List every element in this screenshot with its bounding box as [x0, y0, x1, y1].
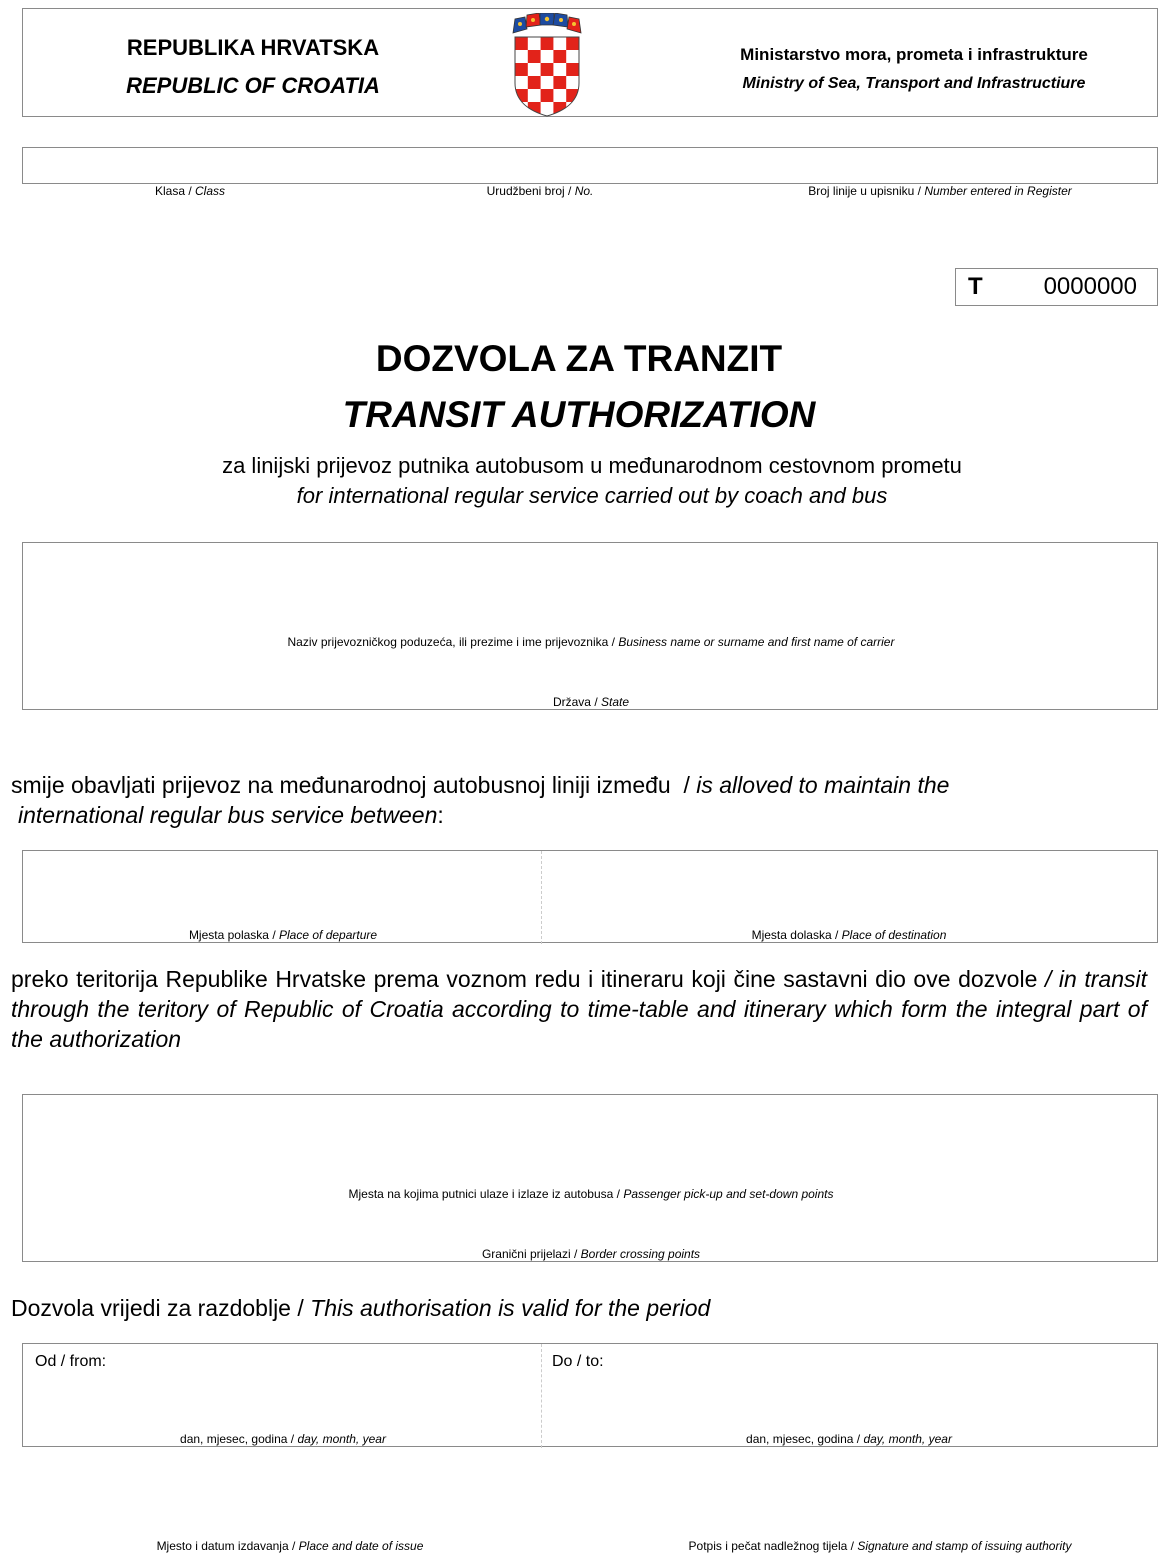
- ministry-name-en: Ministry of Sea, Transport and Infrastructiure: [742, 75, 1086, 92]
- pickup-points-label: Mjesta na kojima putnici ulaze i izlaze iz autobusa / Passenger pick-up and set-down points: [348, 1187, 834, 1201]
- route-divider: [541, 851, 542, 944]
- ministry-name-hr: Ministarstvo mora, prometa i infrastrukture: [740, 45, 1088, 64]
- register-number-label: Broj linije u upisniku / Number entered in Register: [808, 184, 1072, 198]
- serial-prefix: T: [968, 273, 983, 300]
- croatian-coat-of-arms-icon: [509, 13, 585, 117]
- route-field[interactable]: [22, 850, 1158, 943]
- title-hr: DOZVOLA ZA TRANZIT: [375, 338, 783, 379]
- destination-label: Mjesta dolaska / Place of destination: [751, 928, 947, 942]
- ministry-block: [659, 45, 1169, 93]
- service-text-line2: international regular bus service between:: [18, 802, 444, 828]
- carrier-name-label: Naziv prijevozničkog poduzeća, ili prezime i ime prijevoznika / Business name or surname and first name of carrier: [287, 635, 895, 649]
- border-crossing-label: Granični prijelazi / Border crossing points: [481, 1247, 701, 1261]
- carrier-field[interactable]: [22, 542, 1158, 710]
- place-date-issue-label: Mjesto i datum izdavanja / Place and date of issue: [156, 1539, 424, 1553]
- country-name-en: REPUBLIC OF CROATIA: [126, 73, 380, 98]
- register-field[interactable]: [22, 147, 1158, 184]
- title-en: TRANSIT AUTHORIZATION: [342, 394, 816, 435]
- validity-text: Dozvola vrijedi za razdoblje / This authorisation is valid for the period: [11, 1295, 711, 1321]
- signature-stamp-label: Potpis i pečat nadležnog tijela / Signature and stamp of issuing authority: [688, 1539, 1072, 1553]
- class-label: Klasa / Class: [154, 184, 226, 198]
- from-label: Od / from:: [35, 1353, 107, 1370]
- to-label: Do / to:: [552, 1353, 604, 1370]
- number-label: Urudžbeni broj / No.: [486, 184, 594, 198]
- from-date-format-label: dan, mjesec, godina / day, month, year: [180, 1432, 386, 1446]
- subtitle-en: for international regular service carried out by coach and bus: [296, 483, 888, 508]
- state-label: Država / State: [552, 695, 630, 709]
- country-name-hr: REPUBLIKA HRVATSKA: [126, 35, 380, 60]
- to-date-format-label: dan, mjesec, godina / day, month, year: [746, 1432, 952, 1446]
- stops-field[interactable]: [22, 1094, 1158, 1262]
- serial-number-box: [955, 268, 1158, 306]
- validity-period-field[interactable]: [22, 1343, 1158, 1447]
- service-text-line1: smije obavljati prijevoz na međunarodnoj autobusnoj liniji između / is alloved to maintain the: [11, 772, 950, 798]
- period-divider: [541, 1344, 542, 1448]
- document-header: [22, 8, 1158, 117]
- departure-label: Mjesta polaska / Place of departure: [188, 928, 378, 942]
- serial-number: 0000000: [1043, 273, 1137, 300]
- subtitle-hr: za linijski prijevoz putnika autobusom u međunarodnom cestovnom prometu: [222, 453, 962, 478]
- transit-text: preko teritorija Republike Hrvatske prema voznom redu i itineraru koji čine sastavni dio ove dozvole / in transit through the teritory of Republic of Croatia according to time-table and itinerary which form the integral part of the authorization: [11, 966, 1147, 1052]
- country-block: [23, 35, 483, 99]
